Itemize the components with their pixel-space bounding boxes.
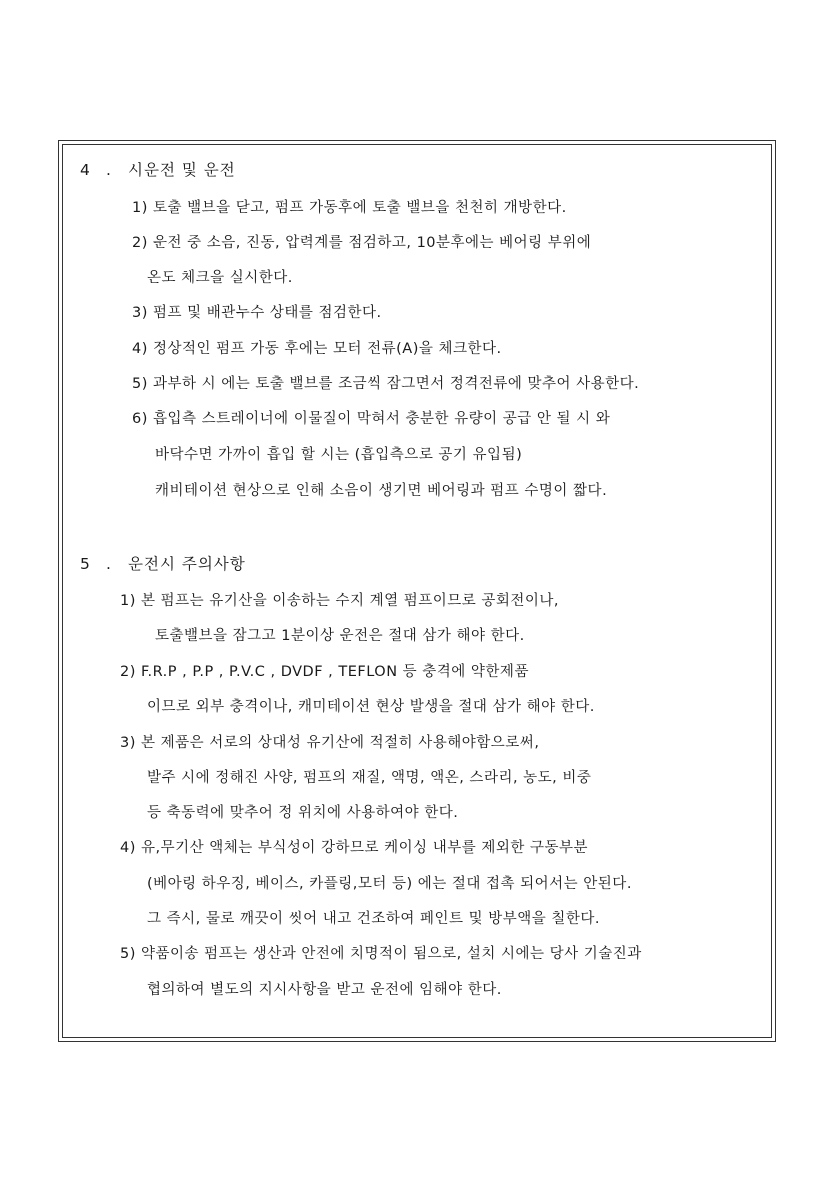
section-5-line: 등 축동력에 맞추어 정 위치에 사용하여야 한다.: [147, 805, 459, 821]
section-4-line: 3) 펌프 및 배관누수 상태를 점검한다.: [132, 305, 382, 321]
section-dot: .: [106, 161, 112, 179]
section-title: 시운전 및 운전: [128, 161, 236, 179]
section-4-line: 5) 과부하 시 에는 토출 밸브를 조금씩 잠그면서 정격전류에 맞추어 사용한다.: [132, 376, 640, 392]
section-4-heading: [80, 158, 236, 180]
section-title: 운전시 주의사항: [128, 555, 246, 573]
section-4-line: 바닥수면 가까이 흡입 할 시는 (흡입측으로 공기 유입됨): [155, 447, 523, 463]
section-dot: .: [106, 555, 112, 573]
section-number: 5: [80, 555, 91, 573]
section-number: 4: [80, 161, 91, 179]
section-5-line: 1) 본 펌프는 유기산을 이송하는 수지 계열 펌프이므로 공회전이나,: [120, 593, 560, 609]
section-4-line: 캐비테이션 현상으로 인해 소음이 생기면 베어링과 펌프 수명이 짧다.: [155, 483, 608, 499]
section-5-line: 3) 본 제품은 서로의 상대성 유기산에 적절히 사용해야함으로써,: [120, 735, 540, 751]
section-5-heading: [80, 552, 246, 574]
section-5-line: 5) 약품이송 펌프는 생산과 안전에 치명적이 됨으로, 설치 시에는 당사 기술진과: [120, 946, 642, 962]
section-4-line: 4) 정상적인 펌프 가동 후에는 모터 전류(A)을 체크한다.: [132, 341, 502, 357]
section-5-line: 토출밸브을 잠그고 1분이상 운전은 절대 삼가 해야 한다.: [155, 628, 525, 644]
section-4-line: 6) 흡입측 스트레이너에 이물질이 막혀서 충분한 유량이 공급 안 될 시 와: [132, 411, 611, 427]
section-5-line: 이므로 외부 충격이나, 캐미테이션 현상 발생을 절대 삼가 해야 한다.: [147, 699, 595, 715]
section-5-line: 그 즉시, 물로 깨끗이 씻어 내고 건조하여 페인트 및 방부액을 칠한다.: [147, 911, 600, 927]
section-5-line: 2) F.R.P , P.P , P.V.C , DVDF , TEFLON 등 충격에 약한제품: [120, 664, 529, 680]
section-4-line: 1) 토출 밸브을 닫고, 펌프 가동후에 토출 밸브을 천천히 개방한다.: [132, 200, 567, 216]
section-5-line: 4) 유,무기산 액체는 부식성이 강하므로 케이싱 내부를 제외한 구동부분: [120, 840, 589, 856]
section-5-line: (베아링 하우징, 베이스, 카플링,모터 등) 에는 절대 접촉 되어서는 안된다.: [147, 876, 632, 892]
section-4-line: 온도 체크을 실시한다.: [147, 270, 293, 286]
section-5-line: 발주 시에 정해진 사양, 펌프의 재질, 액명, 액온, 스라리, 농도, 비중: [147, 770, 592, 786]
section-5-line: 협의하여 별도의 지시사항을 받고 운전에 임해야 한다.: [147, 982, 502, 998]
section-4-line: 2) 운전 중 소음, 진동, 압력계를 점검하고, 10분후에는 베어링 부위에: [132, 235, 592, 251]
